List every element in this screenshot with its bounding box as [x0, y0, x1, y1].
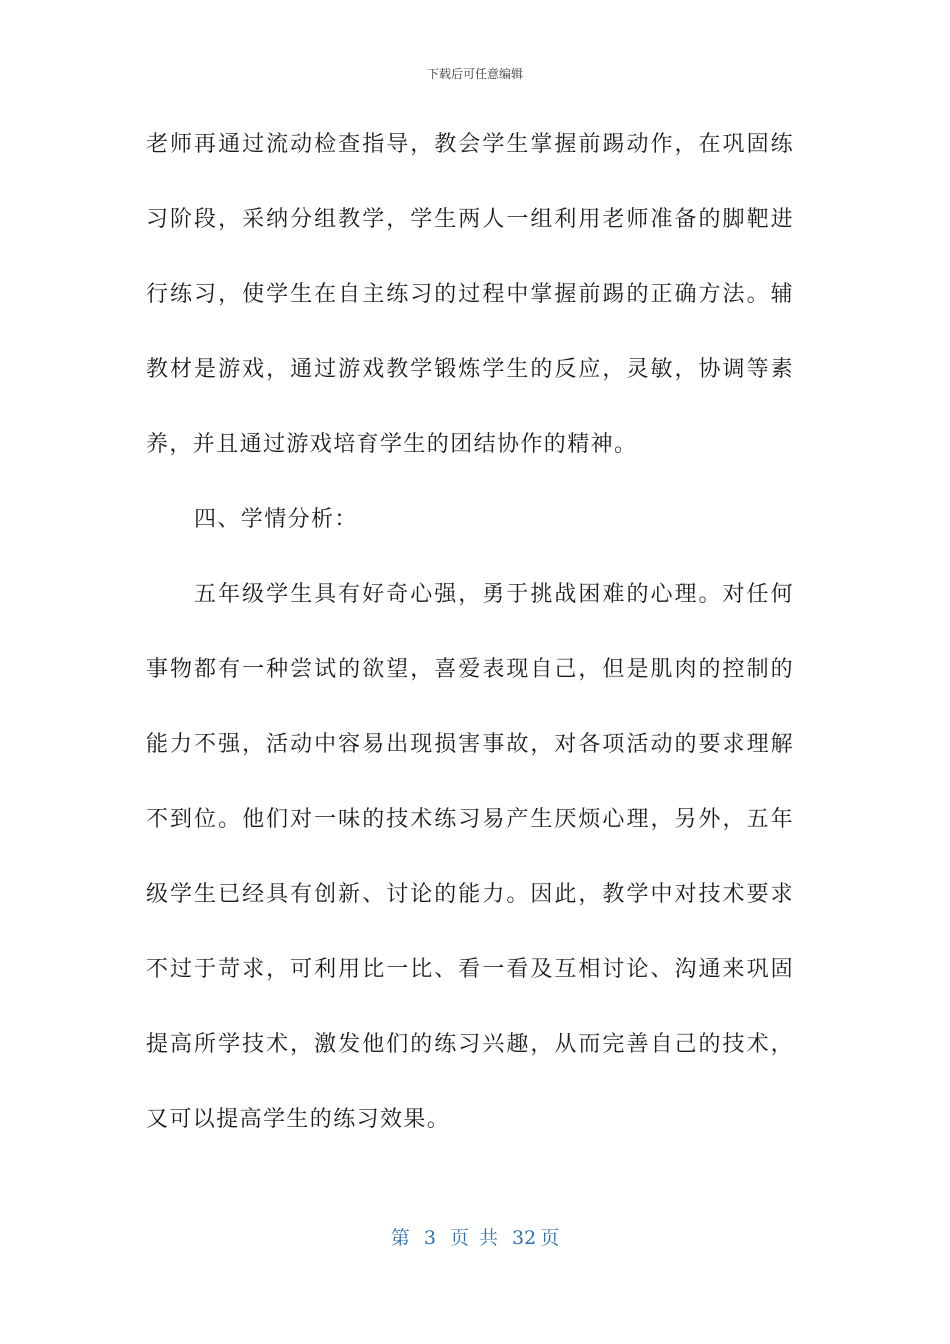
text-line-2: 习阶段，采纳分组教学，学生两人一组利用老师准备的脚靶进: [146, 207, 794, 232]
page-number-footer: [0, 1226, 950, 1250]
text-line-8: 事物都有一种尝试的欲望，喜爱表现自己，但是肌肉的控制的: [146, 657, 794, 682]
text-line-4: 教材是游戏，通过游戏教学锻炼学生的反应，灵敏，协调等素: [146, 357, 794, 382]
document-body: [146, 120, 794, 1170]
text-line-7: 五年级学生具有好奇心强，勇于挑战困难的心理。对任何: [194, 582, 794, 607]
current-page-number: 3: [423, 1227, 436, 1249]
text-line-5: 养，并且通过游戏培育学生的团结协作的精神。: [146, 432, 638, 457]
footer-prefix: 第: [390, 1227, 410, 1249]
footer-middle: 页 共: [449, 1227, 498, 1249]
footer-suffix: 页: [540, 1227, 560, 1249]
text-line-3: 行练习，使学生在自主练习的过程中掌握前踢的正确方法。辅: [146, 282, 794, 307]
text-line-14: 又可以提高学生的练习效果。: [146, 1107, 451, 1132]
section-heading: 四、学情分析：: [194, 507, 358, 532]
text-line-12: 不过于苛求，可利用比一比、看一看及互相讨论、沟通来巩固: [146, 957, 794, 982]
text-line-11: 级学生已经具有创新、讨论的能力。因此，教学中对技术要求: [146, 882, 794, 907]
text-line-9: 能力不强，活动中容易出现损害事故，对各项活动的要求理解: [146, 732, 794, 757]
text-line-13: 提高所学技术，激发他们的练习兴趣，从而完善自己的技术，: [146, 1032, 794, 1057]
text-line-1: 老师再通过流动检查指导，教会学生掌握前踢动作，在巩固练: [146, 132, 794, 157]
page-header-note: 下载后可任意编辑: [426, 67, 523, 81]
text-line-10: 不到位。他们对一味的技术练习易产生厌烦心理，另外，五年: [146, 807, 794, 832]
total-pages-number: 32: [512, 1227, 537, 1249]
